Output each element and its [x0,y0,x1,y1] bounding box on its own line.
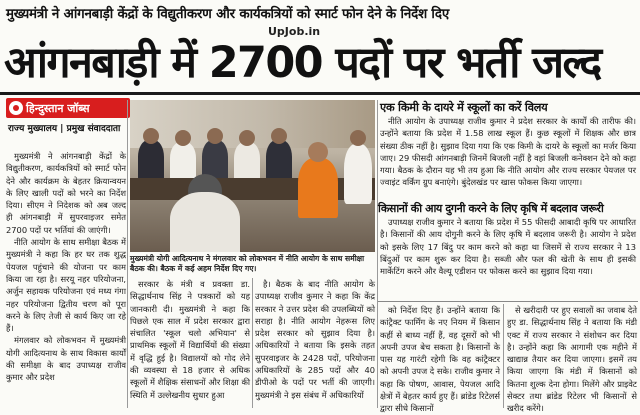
headline-rule [0,92,640,95]
site-watermark: UpJob.in [268,25,321,38]
masthead-badge [6,98,130,118]
masthead-title: हिन्दुस्तान जॉब्स [26,102,90,115]
article-column-3 [255,278,375,408]
section-divider [378,301,638,302]
article-column-2 [130,278,250,408]
column-divider [503,304,504,408]
column-1-para: नीति आयोग के साथ समीक्षा बैठक में मुख्यमंत्री ने कहा कि हर घर तक शुद्ध पेयजल पहुंचाने की योजना पर काम किया जा रहा है। सरयू नहर परियोजना, अर्जुन सहायक परियोजना एवं मध्य गंगा नहर परियोजना द्वितीय चरण को पूरा करने के लिए तेजी से कार्य किए जा रहे हैं। [6,237,126,334]
story-2-text: उपाध्यक्ष राजीव कुमार ने बताया कि प्रदेश में 55 फीसदी आबादी कृषि पर आधारित है। किसानों की आय दोगुनी करने के लिए कृषि में बदलाव जरूरी है। आयोग ने प्रदेश को इसके लिए 17 बिंदु पर काम करने को कहा था जिसमें से राज्य सरकार ने 13 बिंदुओं पर काम शुरू कर दिया है। सब्जी और फल की खेती के साथ ही इसकी मार्केटिंग करने और वैल्यू एडीशन पर फोकस करने का सुझाव दिया गया। [380,217,636,277]
column-5-text: से खरीदारी पर हुए सवालों का जवाब देते हुए डा. सिद्धार्थनाथ सिंह ने बताया कि मंडी एक्ट में राज्य सरकार ने संशोधन कर दिया है। उन्होंने कहा कि आगामी एक महीने में खाद्यान्न तैयार कर दिया जाएगा। इसमें तय किया जाएगा कि मंडी में किसानों को कितना शुल्क देना होगा। मिलेंगे और प्राइवेट सेक्टर तथा ब्रांडेड रिटेलर भी किसानों से खरीद करेंगे। [507,305,637,414]
column-2-text: सरकार के मंत्री व प्रवक्ता डा. सिद्धार्थनाथ सिंह ने पत्रकारों को यह जानकारी दी। मुख्यमंत्री ने कहा कि पिछले एक साल में प्रदेश सरकार द्वारा संचालित 'स्कूल चलो अभियान' से प्राथमिक स्कूलों में विद्यार्थियों की संख्या में वृद्धि हुई है। विद्यालयों को गोद लेने की व्यवस्था से 18 हजार से अधिक स्कूलों में शैक्षिक संसाधनों और शिक्षा की स्थिति में उल्लेखनीय सुधार हुआ [130,279,250,400]
article-column-4 [380,304,500,414]
main-headline: आंगनबाड़ी में 2700 पदों पर भर्ती जल्द [4,38,601,88]
byline: राज्य मुख्यालय | प्रमुख संवाददाता [8,124,121,134]
sidebar-headline-schools: एक किमी के दायरे में स्कूलों का करें विलय [380,101,548,114]
story-1-text: नीति आयोग के उपाध्यक्ष राजीव कुमार ने प्रदेश सरकार के कार्यों की तारीफ की। उन्होंने बताया कि प्रदेश में 1.58 लाख स्कूल हैं। कुछ स्कूलों में शिक्षक और छात्र संख्या ठीक नहीं है। सुझाव दिया गया कि एक किमी के दायरे के स्कूलों का मर्जर किया जाए। 29 फीसदी आंगनबाड़ी जिनमें बिजली नहीं है वहां बिजली कनेक्शन देने को कहा गया। बैठक के दौरान यह भी तय हुआ कि नीति आयोग और राज्य सरकार पेयजल पर ज्वाइंट वर्किंग ग्रुप बनाएंगे। बुंदेलखंड पर खास फोकस किया जाएगा। [380,116,636,188]
column-3-text: है। बैठक के बाद नीति आयोग के उपाध्यक्ष राजीव कुमार ने कहा कि केंद्र सरकार ने उत्तर प्रदेश की उपलब्धियों को सराहा है। नीति आयोग नेहरूस लिए प्रदेश सरकार को सुझाव दिया है। अधिकारियों ने बताया कि इसके तहत सुपरवाइजर के 2428 पदों, परियोजना अधिकारियों के 285 पदों और 40 डीपीओ के पदों पर भर्ती की जाएगी। मुख्यमंत्री ने इस संबंध में अधिकारियों [255,279,375,400]
article-column-1 [6,150,126,408]
sidebar-headline-farmers: किसानों की आय दुगनी करने के लिए कृषि में बदलाव जरूरी [378,202,604,215]
kicker-headline: मुख्यमंत्री ने आंगनबाड़ी केंद्रों के विद्युतीकरण और कार्यकत्रियों को स्मार्ट फोन देने के निर्देश दिए [6,7,450,22]
column-4-text: को निर्देश दिए हैं। उन्होंने बताया कि कांट्रैक्ट फार्मिंग के नए नियम में किसान कहीं से बाध्य नहीं हैं, वह दूसरों को भी अपनी उपज बेच सकता है। किसानों के पास यह गारंटी रहेगी कि वह कांट्रैक्टर को अपनी उपज दे सके। राजीव कुमार ने कहा कि पोषण, आवास, पेयजल आदि क्षेत्रों में बेहतर कार्य हुए हैं। ब्रांडेड रिटेलर्स द्वारा सीधे किसानों [380,305,500,414]
column-divider [252,278,253,408]
article-column-5 [507,304,637,414]
sidebar-story-schools [380,115,636,199]
column-1-para: मुख्यमंत्री ने आंगनबाड़ी केंद्रों के विद्युतीकरण, कार्यकत्रियों को स्मार्ट फोन देने और कार्यक्रम के बेहतर क्रियान्वयन के लिए खाली पदों को भरने का निर्देश दिया। सीएम ने निदेशक को अब जल्द ही आंगनबाड़ी में सुपरवाइजर समेत 2700 पदों पर भर्तियां की जाएंगी। [6,151,126,235]
sidebar-story-farmers [380,216,636,300]
column-1-para: मंगलवार को लोकभवन में मुख्यमंत्री योगी आदित्यनाथ के साथ विकास कार्यों की समीक्षा के बाद उपाध्यक्ष राजीव कुमार और प्रदेश [6,335,126,383]
column-divider [127,100,128,408]
masthead-logo-icon [9,101,23,115]
photo-caption: मुख्यमंत्री योगी आदित्यनाथ ने मंगलवार को लोकभवन में नीति आयोग के साथ समीक्षा बैठक की। बैठक में कई अहम निर्देश दिए गए। [130,254,365,273]
meeting-photo [130,100,375,252]
column-divider [377,100,378,408]
